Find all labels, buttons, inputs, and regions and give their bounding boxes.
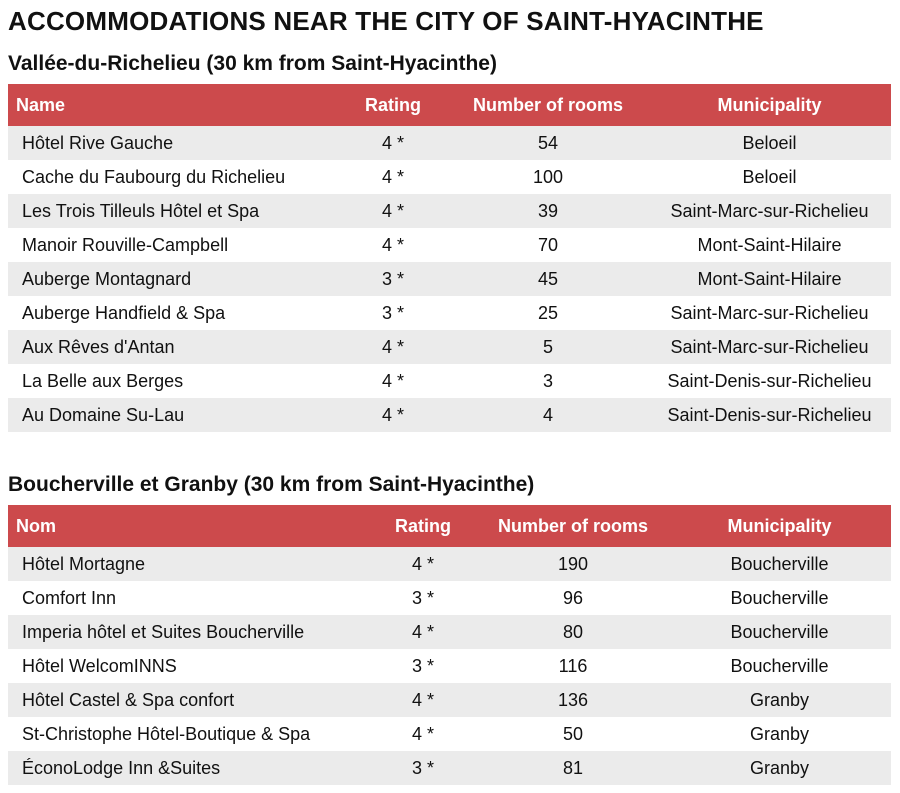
cell-rating: 3 * [411,587,435,608]
table-boucherville-granby [8,505,891,785]
cell-name: Les Trois Tilleuls Hôtel et Spa [22,200,260,221]
cell-name: Comfort Inn [22,587,117,608]
table-header [8,505,891,547]
cell-rating: 3 * [411,757,435,778]
cell-name: La Belle aux Berges [22,370,184,391]
table-row [8,751,891,785]
col-header-name: Nom [16,515,56,536]
table-row [8,717,891,751]
cell-name: ÉconoLodge Inn &Suites [22,757,221,778]
cell-rooms: 4 [542,404,553,425]
cell-name: Imperia hôtel et Suites Boucherville [22,621,305,642]
cell-municipality: Granby [749,757,810,778]
cell-rooms: 54 [537,132,559,153]
table-vallee-du-richelieu [8,84,891,432]
col-header-rooms: Number of rooms [472,94,623,115]
col-header-rating: Rating [365,94,421,115]
cell-name: Au Domaine Su-Lau [22,404,185,425]
cell-rooms: 25 [537,302,559,323]
cell-rating: 4 * [381,200,405,221]
cell-municipality: Granby [749,723,810,744]
table-header [8,84,891,126]
cell-municipality: Boucherville [730,621,829,642]
cell-rooms: 39 [537,200,559,221]
cell-name: Hôtel Rive Gauche [22,132,174,153]
section-heading-vallee: Vallée-du-Richelieu (30 km from Saint-Hyacinthe) [8,52,497,75]
table-row [8,547,891,581]
cell-rooms: 5 [542,336,553,357]
cell-municipality: Mont-Saint-Hilaire [697,268,842,289]
cell-rooms: 3 [542,370,553,391]
cell-municipality: Saint-Marc-sur-Richelieu [670,336,869,357]
cell-rating: 4 * [381,132,405,153]
cell-rating: 4 * [381,404,405,425]
cell-municipality: Beloeil [742,166,797,187]
cell-municipality: Granby [749,689,810,710]
table-row [8,364,891,398]
cell-rooms: 70 [537,234,559,255]
cell-name: Auberge Handfield & Spa [22,302,226,323]
table-body [8,547,891,785]
cell-municipality: Boucherville [730,655,829,676]
cell-municipality: Saint-Marc-sur-Richelieu [670,200,869,221]
cell-rooms: 96 [562,587,584,608]
col-header-municipality: Municipality [727,515,832,536]
table-row [8,160,891,194]
cell-municipality: Boucherville [730,553,829,574]
cell-rooms: 100 [532,166,564,187]
table-row [8,194,891,228]
cell-name: Hôtel Mortagne [22,553,146,574]
cell-name: Cache du Faubourg du Richelieu [22,166,286,187]
table-row [8,126,891,160]
table-row [8,649,891,683]
table-row [8,228,891,262]
table-row [8,296,891,330]
table-row [8,615,891,649]
cell-municipality: Boucherville [730,587,829,608]
table-row [8,330,891,364]
cell-municipality: Mont-Saint-Hilaire [697,234,842,255]
cell-rating: 3 * [381,302,405,323]
cell-name: Hôtel Castel & Spa confort [22,689,235,710]
cell-municipality: Saint-Marc-sur-Richelieu [670,302,869,323]
cell-name: Auberge Montagnard [22,268,192,289]
section-heading-boucherville-granby: Boucherville et Granby (30 km from Saint-Hyacinthe) [8,473,535,496]
cell-municipality: Saint-Denis-sur-Richelieu [667,370,872,391]
cell-rating: 4 * [411,723,435,744]
table-row [8,683,891,717]
cell-rooms: 81 [562,757,584,778]
cell-rooms: 116 [558,655,588,676]
cell-name: Hôtel WelcomINNS [22,655,177,676]
table-row [8,581,891,615]
cell-rating: 4 * [381,336,405,357]
cell-rating: 4 * [381,234,405,255]
col-header-name: Name [16,94,66,115]
cell-rating: 4 * [411,689,435,710]
table-row [8,262,891,296]
col-header-rating: Rating [395,515,451,536]
cell-rooms: 45 [537,268,559,289]
col-header-rooms: Number of rooms [497,515,648,536]
cell-rooms: 136 [557,689,589,710]
cell-rating: 4 * [381,370,405,391]
cell-rating: 3 * [411,655,435,676]
cell-municipality: Saint-Denis-sur-Richelieu [667,404,872,425]
cell-rooms: 80 [562,621,584,642]
cell-rooms: 190 [557,553,589,574]
cell-rating: 3 * [381,268,405,289]
cell-rating: 4 * [381,166,405,187]
cell-municipality: Beloeil [742,132,797,153]
cell-name: St-Christophe Hôtel-Boutique & Spa [22,723,311,744]
cell-name: Manoir Rouville-Campbell [22,234,229,255]
table-row [8,398,891,432]
cell-rating: 4 * [411,553,435,574]
cell-name: Aux Rêves d'Antan [22,336,175,357]
cell-rating: 4 * [411,621,435,642]
cell-rooms: 50 [562,723,584,744]
table-body [8,126,891,432]
page-title: ACCOMMODATIONS NEAR THE CITY OF SAINT-HYACINTHE [8,6,764,36]
col-header-municipality: Municipality [717,94,822,115]
